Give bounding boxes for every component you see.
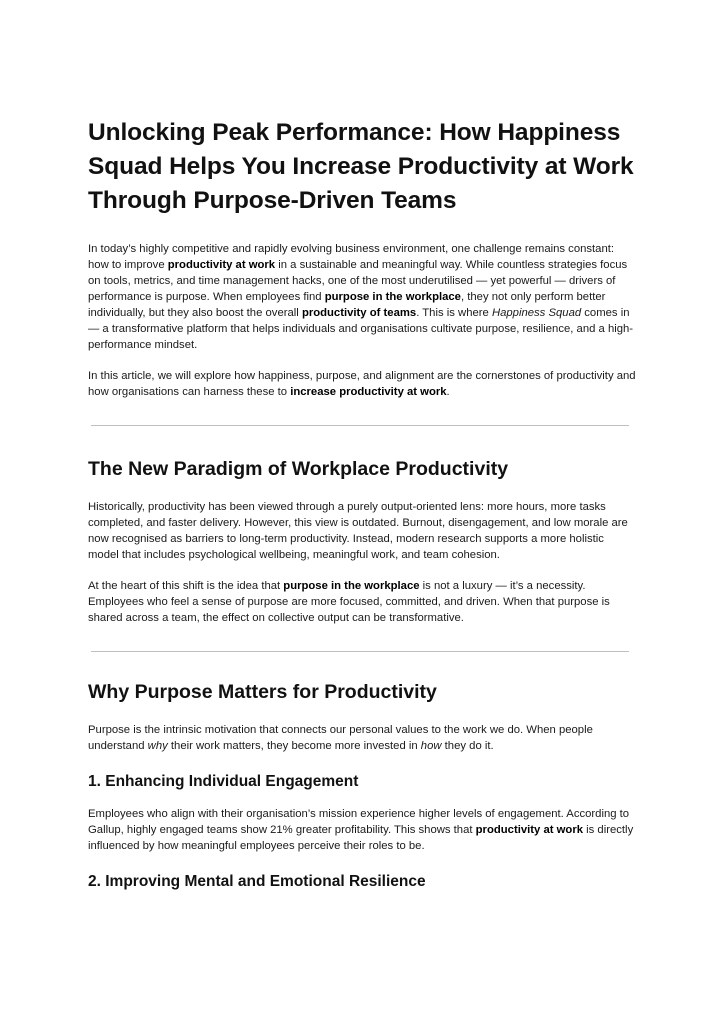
intro-bold-purpose-in-workplace: purpose in the workplace	[324, 291, 461, 303]
intro2-text: .	[446, 386, 450, 398]
subheading-mental-resilience: 2. Improving Mental and Emotional Resilience	[88, 873, 426, 890]
intro-bold-productivity-at-work: productivity at work	[167, 259, 276, 271]
section1-text: At the heart of this shift is the idea that	[88, 580, 284, 592]
section2-italic-why: why	[147, 740, 168, 752]
section2-paragraph-1	[88, 722, 636, 754]
sub1-bold-productivity-at-work: productivity at work	[475, 824, 583, 836]
section-heading-new-paradigm: The New Paradigm of Workplace Productivity	[88, 458, 509, 480]
intro-bold-productivity-of-teams: productivity of teams	[301, 307, 417, 319]
section2-text: they do it.	[441, 740, 494, 752]
section-divider	[91, 425, 629, 426]
section-divider	[91, 651, 629, 652]
article	[88, 116, 636, 893]
intro-text: . This is where	[416, 307, 492, 319]
section1-bold-purpose-in-workplace: purpose in the workplace	[283, 580, 420, 592]
intro-text: In today’s highly competitive and rapidly evolving business environment, one challenge remains constant: how to improve	[88, 243, 615, 271]
sub1-text: is directly influenced by how meaningful employees perceive their roles to be.	[88, 824, 634, 852]
section2-text: their work matters, they become more invested in	[167, 740, 421, 752]
intro-text: comes in — a transformative platform that helps individuals and organisations cultivate purpose, resilience, and a high-performance mindset.	[88, 307, 634, 351]
section1-paragraph-1: Historically, productivity has been viewed through a purely output-oriented lens: more hours, more tasks completed, and faster delivery. However, this view is outdated. Burnout, disengagement, and low morale are now recognised as barriers to long-term productivity. Instead, modern research supports a more holistic model that includes psychological wellbeing, meaningful work, and team cohesion.	[88, 501, 628, 561]
section-heading-why-purpose: Why Purpose Matters for Productivity	[88, 681, 437, 703]
sub1-text: Employees who align with their organisation’s mission experience higher levels of engagement. According to Gallup, highly engaged teams show 21% greater profitability. This shows that	[88, 808, 630, 836]
intro2-text: In this article, we will explore how happiness, purpose, and alignment are the cornerstones of productivity and how organisations can harness these to	[88, 370, 636, 398]
sub1-paragraph	[88, 806, 636, 854]
intro2-bold-increase-productivity: increase productivity at work	[290, 386, 447, 398]
intro-italic-happiness-squad: Happiness Squad	[491, 307, 582, 319]
article-title: Unlocking Peak Performance: How Happiness Squad Helps You Increase Productivity at Work Through Purpose-Driven Teams	[88, 119, 634, 214]
intro-paragraph-2	[88, 368, 636, 400]
section1-text: is not a luxury — it’s a necessity. Employees who feel a sense of purpose are more focused, committed, and driven. When that purpose is shared across a team, the effect on collective output can be transformative.	[88, 580, 610, 624]
section2-text: Purpose is the intrinsic motivation that connects our personal values to the work we do. When people understand	[88, 724, 593, 752]
subheading-individual-engagement: 1. Enhancing Individual Engagement	[88, 773, 359, 790]
intro-text: in a sustainable and meaningful way. While countless strategies focus on tools, metrics, and time management hacks, one of the most underutilised — yet powerful — drivers of performance is purpose. When employees find	[88, 259, 628, 303]
section2-italic-how: how	[420, 740, 442, 752]
section1-paragraph-2	[88, 578, 636, 626]
intro-text: , they not only perform better individually, but they also boost the overall	[88, 291, 606, 319]
intro-paragraph	[88, 241, 636, 353]
